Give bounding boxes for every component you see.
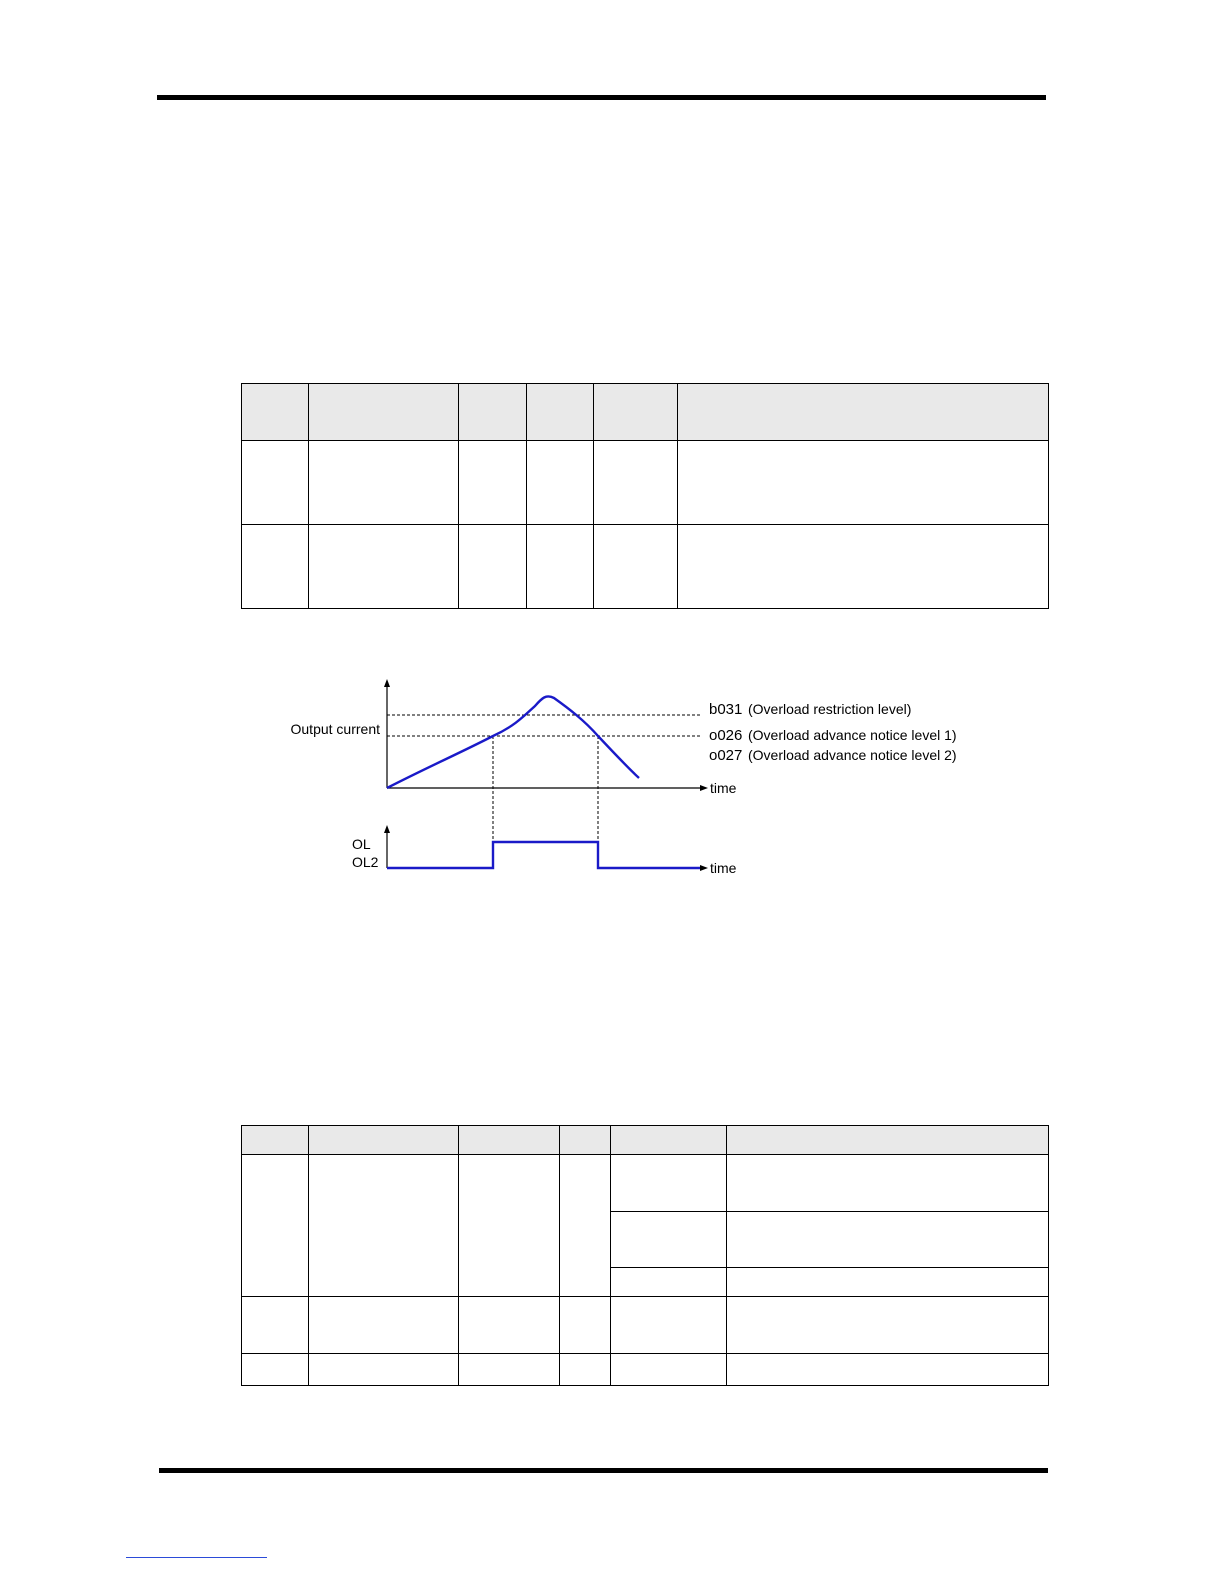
y-axis-label: Output current xyxy=(290,721,380,737)
time-label-bottom: time xyxy=(710,860,737,876)
level-code-o027: o027 xyxy=(709,747,743,764)
footer-link-underline[interactable] xyxy=(126,1557,267,1558)
footer-rule xyxy=(159,1468,1048,1473)
signal-label-ol2: OL2 xyxy=(352,854,379,870)
ol-signal-waveform xyxy=(387,842,700,868)
level-code-o026: o026 xyxy=(709,727,743,744)
level-desc-o026: (Overload advance notice level 1) xyxy=(748,727,957,743)
level-desc-o027: (Overload advance notice level 2) xyxy=(748,747,957,763)
overload-notice-timing-diagram xyxy=(270,670,990,890)
time-label-top: time xyxy=(710,780,737,796)
output-current-curve xyxy=(387,696,639,788)
level-code-b031: b031 xyxy=(709,701,743,718)
table-row xyxy=(242,1354,1049,1386)
table-header-row xyxy=(242,1126,1049,1155)
y-arrow-icon xyxy=(384,679,390,687)
parameter-table-1 xyxy=(241,383,1049,609)
table-row xyxy=(242,1297,1049,1354)
level-desc-b031: (Overload restriction level) xyxy=(748,701,912,717)
signal-label-ol: OL xyxy=(352,836,371,852)
parameter-table-2 xyxy=(241,1125,1049,1386)
table-header-row xyxy=(242,384,1049,441)
table-row xyxy=(242,1155,1049,1212)
x-arrow-icon xyxy=(700,785,708,791)
signal-y-arrow-icon xyxy=(384,825,390,833)
header-rule xyxy=(157,95,1046,100)
signal-x-arrow-icon xyxy=(700,865,708,871)
table-row xyxy=(242,525,1049,609)
table-row xyxy=(242,441,1049,525)
